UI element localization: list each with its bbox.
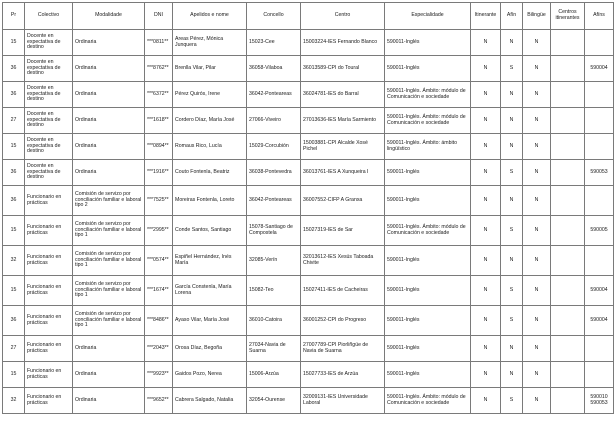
- cell-concello: 27034-Navia de Suarna: [247, 336, 301, 362]
- cell-dni: ***1618**: [145, 108, 173, 134]
- cell-afins: 590010 590053: [585, 388, 614, 414]
- table-row: [3, 336, 614, 362]
- cell-pr: 15: [3, 362, 25, 388]
- cell-itinerante: N: [471, 30, 501, 56]
- cell-dni: ***2043**: [145, 336, 173, 362]
- column-header-modalidade: Modalidade: [73, 3, 145, 30]
- cell-dni: ***8762**: [145, 56, 173, 82]
- cell-nome: Espiñel Hernández, Inés María: [173, 246, 247, 276]
- table-row: [3, 362, 614, 388]
- cell-afins: 590004: [585, 306, 614, 336]
- table-row: [3, 108, 614, 134]
- cell-dni: ***2995**: [145, 216, 173, 246]
- cell-bilingue: N: [523, 362, 551, 388]
- column-header-centros-itinerantes: Centros itinerantes: [551, 3, 585, 30]
- cell-modalidade: Ordinaria: [73, 160, 145, 186]
- cell-concello: 36038-Pontevedra: [247, 160, 301, 186]
- cell-concello: 15078-Santiago de Compostela: [247, 216, 301, 246]
- cell-concello: 36058-Vilaboa: [247, 56, 301, 82]
- cell-colectivo: Docente en expectativa de destino: [25, 108, 73, 134]
- column-header-centro: Centro: [301, 3, 385, 30]
- cell-dni: ***0574**: [145, 246, 173, 276]
- table-header: [3, 3, 614, 30]
- column-header-colectivo: Colectivo: [25, 3, 73, 30]
- cell-especialidade: 590011-Inglés: [385, 276, 471, 306]
- cell-itinerante: N: [471, 82, 501, 108]
- cell-centro: 32013612-IES Xesús Taboada Chivite: [301, 246, 385, 276]
- cell-nome: Gaidos Pozo, Nerea: [173, 362, 247, 388]
- cell-centro: 27007789-CPI Piorliñgüe de Navia de Suarna: [301, 336, 385, 362]
- table-row: [3, 388, 614, 414]
- cell-dni: ***0811**: [145, 30, 173, 56]
- cell-modalidade: Ordinaria: [73, 362, 145, 388]
- cell-dni: ***8486**: [145, 306, 173, 336]
- cell-centros-itinerantes: [551, 336, 585, 362]
- cell-dni: ***6372**: [145, 82, 173, 108]
- cell-centro: 36013589-CPI do Toural: [301, 56, 385, 82]
- cell-bilingue: N: [523, 134, 551, 160]
- cell-centros-itinerantes: [551, 216, 585, 246]
- cell-bilingue: N: [523, 56, 551, 82]
- cell-afins: [585, 336, 614, 362]
- cell-dni: ***9652**: [145, 388, 173, 414]
- cell-modalidade: Comisión de servizo por conciliación familiar e laboral tipo 1: [73, 246, 145, 276]
- cell-pr: 15: [3, 30, 25, 56]
- cell-especialidade: 590011-Inglés. Ámbito: módulo de Comunicación e sociedade: [385, 388, 471, 414]
- cell-colectivo: Docente en expectativa de destino: [25, 160, 73, 186]
- cell-especialidade: 590011-Inglés. Ámbito: ámbito lingüístico: [385, 134, 471, 160]
- cell-bilingue: N: [523, 30, 551, 56]
- cell-centros-itinerantes: [551, 134, 585, 160]
- cell-nome: Moreiras Fontenla, Loreto: [173, 186, 247, 216]
- cell-centros-itinerantes: [551, 388, 585, 414]
- cell-modalidade: Comisión de servizo por conciliación familiar e laboral tipo 1: [73, 276, 145, 306]
- cell-itinerante: N: [471, 362, 501, 388]
- cell-concello: 32085-Verín: [247, 246, 301, 276]
- table-body: [3, 30, 614, 414]
- cell-nome: Romaus Rico, Lucía: [173, 134, 247, 160]
- cell-modalidade: Ordinaria: [73, 336, 145, 362]
- cell-pr: 27: [3, 336, 25, 362]
- cell-bilingue: N: [523, 388, 551, 414]
- cell-especialidade: 590011-Inglés: [385, 56, 471, 82]
- cell-centros-itinerantes: [551, 276, 585, 306]
- cell-itinerante: N: [471, 216, 501, 246]
- cell-modalidade: Comisión de servizo por conciliación familiar e laboral tipo 1: [73, 306, 145, 336]
- cell-pr: 27: [3, 108, 25, 134]
- cell-centro: 36001252-CPI do Progreso: [301, 306, 385, 336]
- cell-afins: [585, 246, 614, 276]
- cell-afins: [585, 30, 614, 56]
- cell-afin: N: [501, 336, 523, 362]
- cell-itinerante: N: [471, 336, 501, 362]
- column-header-apelidos-e-nome: Apelidos e nome: [173, 3, 247, 30]
- cell-especialidade: 590011-Inglés: [385, 186, 471, 216]
- cell-bilingue: N: [523, 108, 551, 134]
- cell-afin: N: [501, 186, 523, 216]
- cell-especialidade: 590011-Inglés: [385, 246, 471, 276]
- cell-pr: 36: [3, 186, 25, 216]
- cell-nome: Orosa Díaz, Begoña: [173, 336, 247, 362]
- table-row: [3, 30, 614, 56]
- table-row: [3, 246, 614, 276]
- cell-centros-itinerantes: [551, 82, 585, 108]
- cell-especialidade: 590011-Inglés. Ámbito: módulo de Comunicación e sociedade: [385, 108, 471, 134]
- cell-afin: S: [501, 160, 523, 186]
- cell-bilingue: N: [523, 186, 551, 216]
- cell-nome: Brenlla Vilar, Pilar: [173, 56, 247, 82]
- cell-afin: N: [501, 30, 523, 56]
- cell-centro: 15027733-IES de Arzúa: [301, 362, 385, 388]
- cell-concello: 32054-Ourense: [247, 388, 301, 414]
- cell-colectivo: Funcionario en prácticas: [25, 306, 73, 336]
- cell-itinerante: N: [471, 306, 501, 336]
- cell-bilingue: N: [523, 336, 551, 362]
- cell-afin: N: [501, 108, 523, 134]
- cell-pr: 15: [3, 216, 25, 246]
- cell-centro: 15027411-IES de Cacheiras: [301, 276, 385, 306]
- table-row: [3, 160, 614, 186]
- cell-concello: 36042-Ponteareas: [247, 82, 301, 108]
- cell-colectivo: Funcionario en prácticas: [25, 216, 73, 246]
- table-row: [3, 216, 614, 246]
- cell-afins: 590004: [585, 276, 614, 306]
- assignments-table: [2, 2, 614, 414]
- cell-afin: N: [501, 362, 523, 388]
- cell-centro: 27013636-IES María Sarmiento: [301, 108, 385, 134]
- column-header-itinerante: Itinerante: [471, 3, 501, 30]
- cell-dni: ***7525**: [145, 186, 173, 216]
- cell-afin: N: [501, 82, 523, 108]
- cell-centro: 36024781-IES do Barral: [301, 82, 385, 108]
- cell-pr: 15: [3, 134, 25, 160]
- cell-modalidade: Ordinaria: [73, 108, 145, 134]
- cell-pr: 36: [3, 160, 25, 186]
- column-header-afin: Afín: [501, 3, 523, 30]
- cell-centros-itinerantes: [551, 30, 585, 56]
- cell-especialidade: 590011-Inglés: [385, 160, 471, 186]
- cell-centro: 15027319-IES de Sar: [301, 216, 385, 246]
- cell-afin: S: [501, 388, 523, 414]
- column-header-afins: Afíns: [585, 3, 614, 30]
- table-row: [3, 276, 614, 306]
- cell-modalidade: Ordinaria: [73, 134, 145, 160]
- cell-nome: Ayaso Vilar, María José: [173, 306, 247, 336]
- cell-centro: 32009131-IES Universidade Laboral: [301, 388, 385, 414]
- cell-especialidade: 590011-Inglés: [385, 30, 471, 56]
- cell-nome: García Constenla, María Lorena: [173, 276, 247, 306]
- cell-modalidade: Ordinaria: [73, 56, 145, 82]
- table-row: [3, 82, 614, 108]
- table-row: [3, 186, 614, 216]
- cell-especialidade: 590011-Inglés: [385, 336, 471, 362]
- cell-centros-itinerantes: [551, 362, 585, 388]
- cell-centros-itinerantes: [551, 186, 585, 216]
- cell-concello: 15082-Teo: [247, 276, 301, 306]
- cell-afin: N: [501, 134, 523, 160]
- cell-colectivo: Docente en expectativa de destino: [25, 82, 73, 108]
- cell-afins: [585, 362, 614, 388]
- table-row: [3, 306, 614, 336]
- cell-centro: 36007552-CIFP A Granxa: [301, 186, 385, 216]
- cell-dni: ***9923**: [145, 362, 173, 388]
- cell-especialidade: 590011-Inglés. Ámbito: módulo de Comunicación e sociedade: [385, 82, 471, 108]
- cell-afin: S: [501, 216, 523, 246]
- cell-bilingue: N: [523, 82, 551, 108]
- cell-nome: Conde Santos, Santiago: [173, 216, 247, 246]
- cell-centros-itinerantes: [551, 246, 585, 276]
- cell-itinerante: N: [471, 56, 501, 82]
- cell-nome: Cabrera Salgado, Natalia: [173, 388, 247, 414]
- cell-centro: 15003881-CPI Alcalde Xosé Pichel: [301, 134, 385, 160]
- cell-concello: 15023-Cee: [247, 30, 301, 56]
- column-header-pr: Pr: [3, 3, 25, 30]
- cell-afin: S: [501, 56, 523, 82]
- cell-modalidade: Comisión de servizo por conciliación familiar e laboral tipo 1: [73, 216, 145, 246]
- cell-colectivo: Docente en expectativa de destino: [25, 30, 73, 56]
- cell-centro: 36013761-IES A Xunqueira I: [301, 160, 385, 186]
- cell-colectivo: Funcionario en prácticas: [25, 336, 73, 362]
- cell-especialidade: 590011-Inglés. Ámbito: módulo de Comunicación e sociedade: [385, 216, 471, 246]
- cell-nome: Pérez Quirós, Irene: [173, 82, 247, 108]
- cell-dni: ***0894**: [145, 134, 173, 160]
- cell-modalidade: Ordinaria: [73, 388, 145, 414]
- cell-concello: 15029-Corcubión: [247, 134, 301, 160]
- cell-colectivo: Funcionario en prácticas: [25, 276, 73, 306]
- cell-nome: Couto Fontenla, Beatriz: [173, 160, 247, 186]
- cell-afins: 590005: [585, 216, 614, 246]
- cell-colectivo: Docente en expectativa de destino: [25, 134, 73, 160]
- cell-afin: S: [501, 276, 523, 306]
- cell-centro: 15003224-IES Fernando Blanco: [301, 30, 385, 56]
- cell-especialidade: 590011-Inglés: [385, 362, 471, 388]
- cell-afins: 590004: [585, 56, 614, 82]
- cell-afins: [585, 108, 614, 134]
- cell-concello: 27066-Viveiro: [247, 108, 301, 134]
- cell-itinerante: N: [471, 108, 501, 134]
- cell-concello: 36042-Ponteareas: [247, 186, 301, 216]
- cell-centros-itinerantes: [551, 56, 585, 82]
- cell-bilingue: N: [523, 160, 551, 186]
- cell-bilingue: N: [523, 276, 551, 306]
- column-header-dni: DNI: [145, 3, 173, 30]
- cell-bilingue: N: [523, 216, 551, 246]
- cell-modalidade: Ordinaria: [73, 82, 145, 108]
- header-row: [3, 3, 614, 30]
- cell-afin: N: [501, 246, 523, 276]
- cell-colectivo: Funcionario en prácticas: [25, 362, 73, 388]
- cell-centros-itinerantes: [551, 160, 585, 186]
- cell-bilingue: N: [523, 306, 551, 336]
- cell-dni: ***1674**: [145, 276, 173, 306]
- cell-modalidade: Comisión de servizo por conciliación familiar e laboral tipo 2: [73, 186, 145, 216]
- cell-pr: 32: [3, 246, 25, 276]
- cell-afins: [585, 186, 614, 216]
- column-header-bilingue: Bilingüe: [523, 3, 551, 30]
- cell-itinerante: N: [471, 246, 501, 276]
- cell-nome: Cordero Díaz, María José: [173, 108, 247, 134]
- cell-nome: Areas Pérez, Mónica Junquera: [173, 30, 247, 56]
- cell-centros-itinerantes: [551, 108, 585, 134]
- cell-afins: [585, 82, 614, 108]
- cell-pr: 36: [3, 82, 25, 108]
- cell-itinerante: N: [471, 186, 501, 216]
- cell-itinerante: N: [471, 134, 501, 160]
- cell-pr: 15: [3, 276, 25, 306]
- cell-concello: 36010-Catoira: [247, 306, 301, 336]
- cell-especialidade: 590011-Inglés: [385, 306, 471, 336]
- table-row: [3, 56, 614, 82]
- column-header-especialidade: Especialidade: [385, 3, 471, 30]
- cell-itinerante: N: [471, 160, 501, 186]
- cell-concello: 15006-Arzúa: [247, 362, 301, 388]
- cell-pr: 32: [3, 388, 25, 414]
- column-header-concello: Concello: [247, 3, 301, 30]
- cell-modalidade: Ordinaria: [73, 30, 145, 56]
- cell-dni: ***1916**: [145, 160, 173, 186]
- cell-colectivo: Funcionario en prácticas: [25, 246, 73, 276]
- cell-pr: 36: [3, 56, 25, 82]
- cell-afin: S: [501, 306, 523, 336]
- cell-afins: 590053: [585, 160, 614, 186]
- cell-afins: [585, 134, 614, 160]
- cell-colectivo: Docente en expectativa de destino: [25, 56, 73, 82]
- cell-itinerante: N: [471, 276, 501, 306]
- cell-pr: 36: [3, 306, 25, 336]
- cell-bilingue: N: [523, 246, 551, 276]
- cell-colectivo: Funcionario en prácticas: [25, 186, 73, 216]
- table-row: [3, 134, 614, 160]
- cell-centros-itinerantes: [551, 306, 585, 336]
- cell-itinerante: N: [471, 388, 501, 414]
- cell-colectivo: Funcionario en prácticas: [25, 388, 73, 414]
